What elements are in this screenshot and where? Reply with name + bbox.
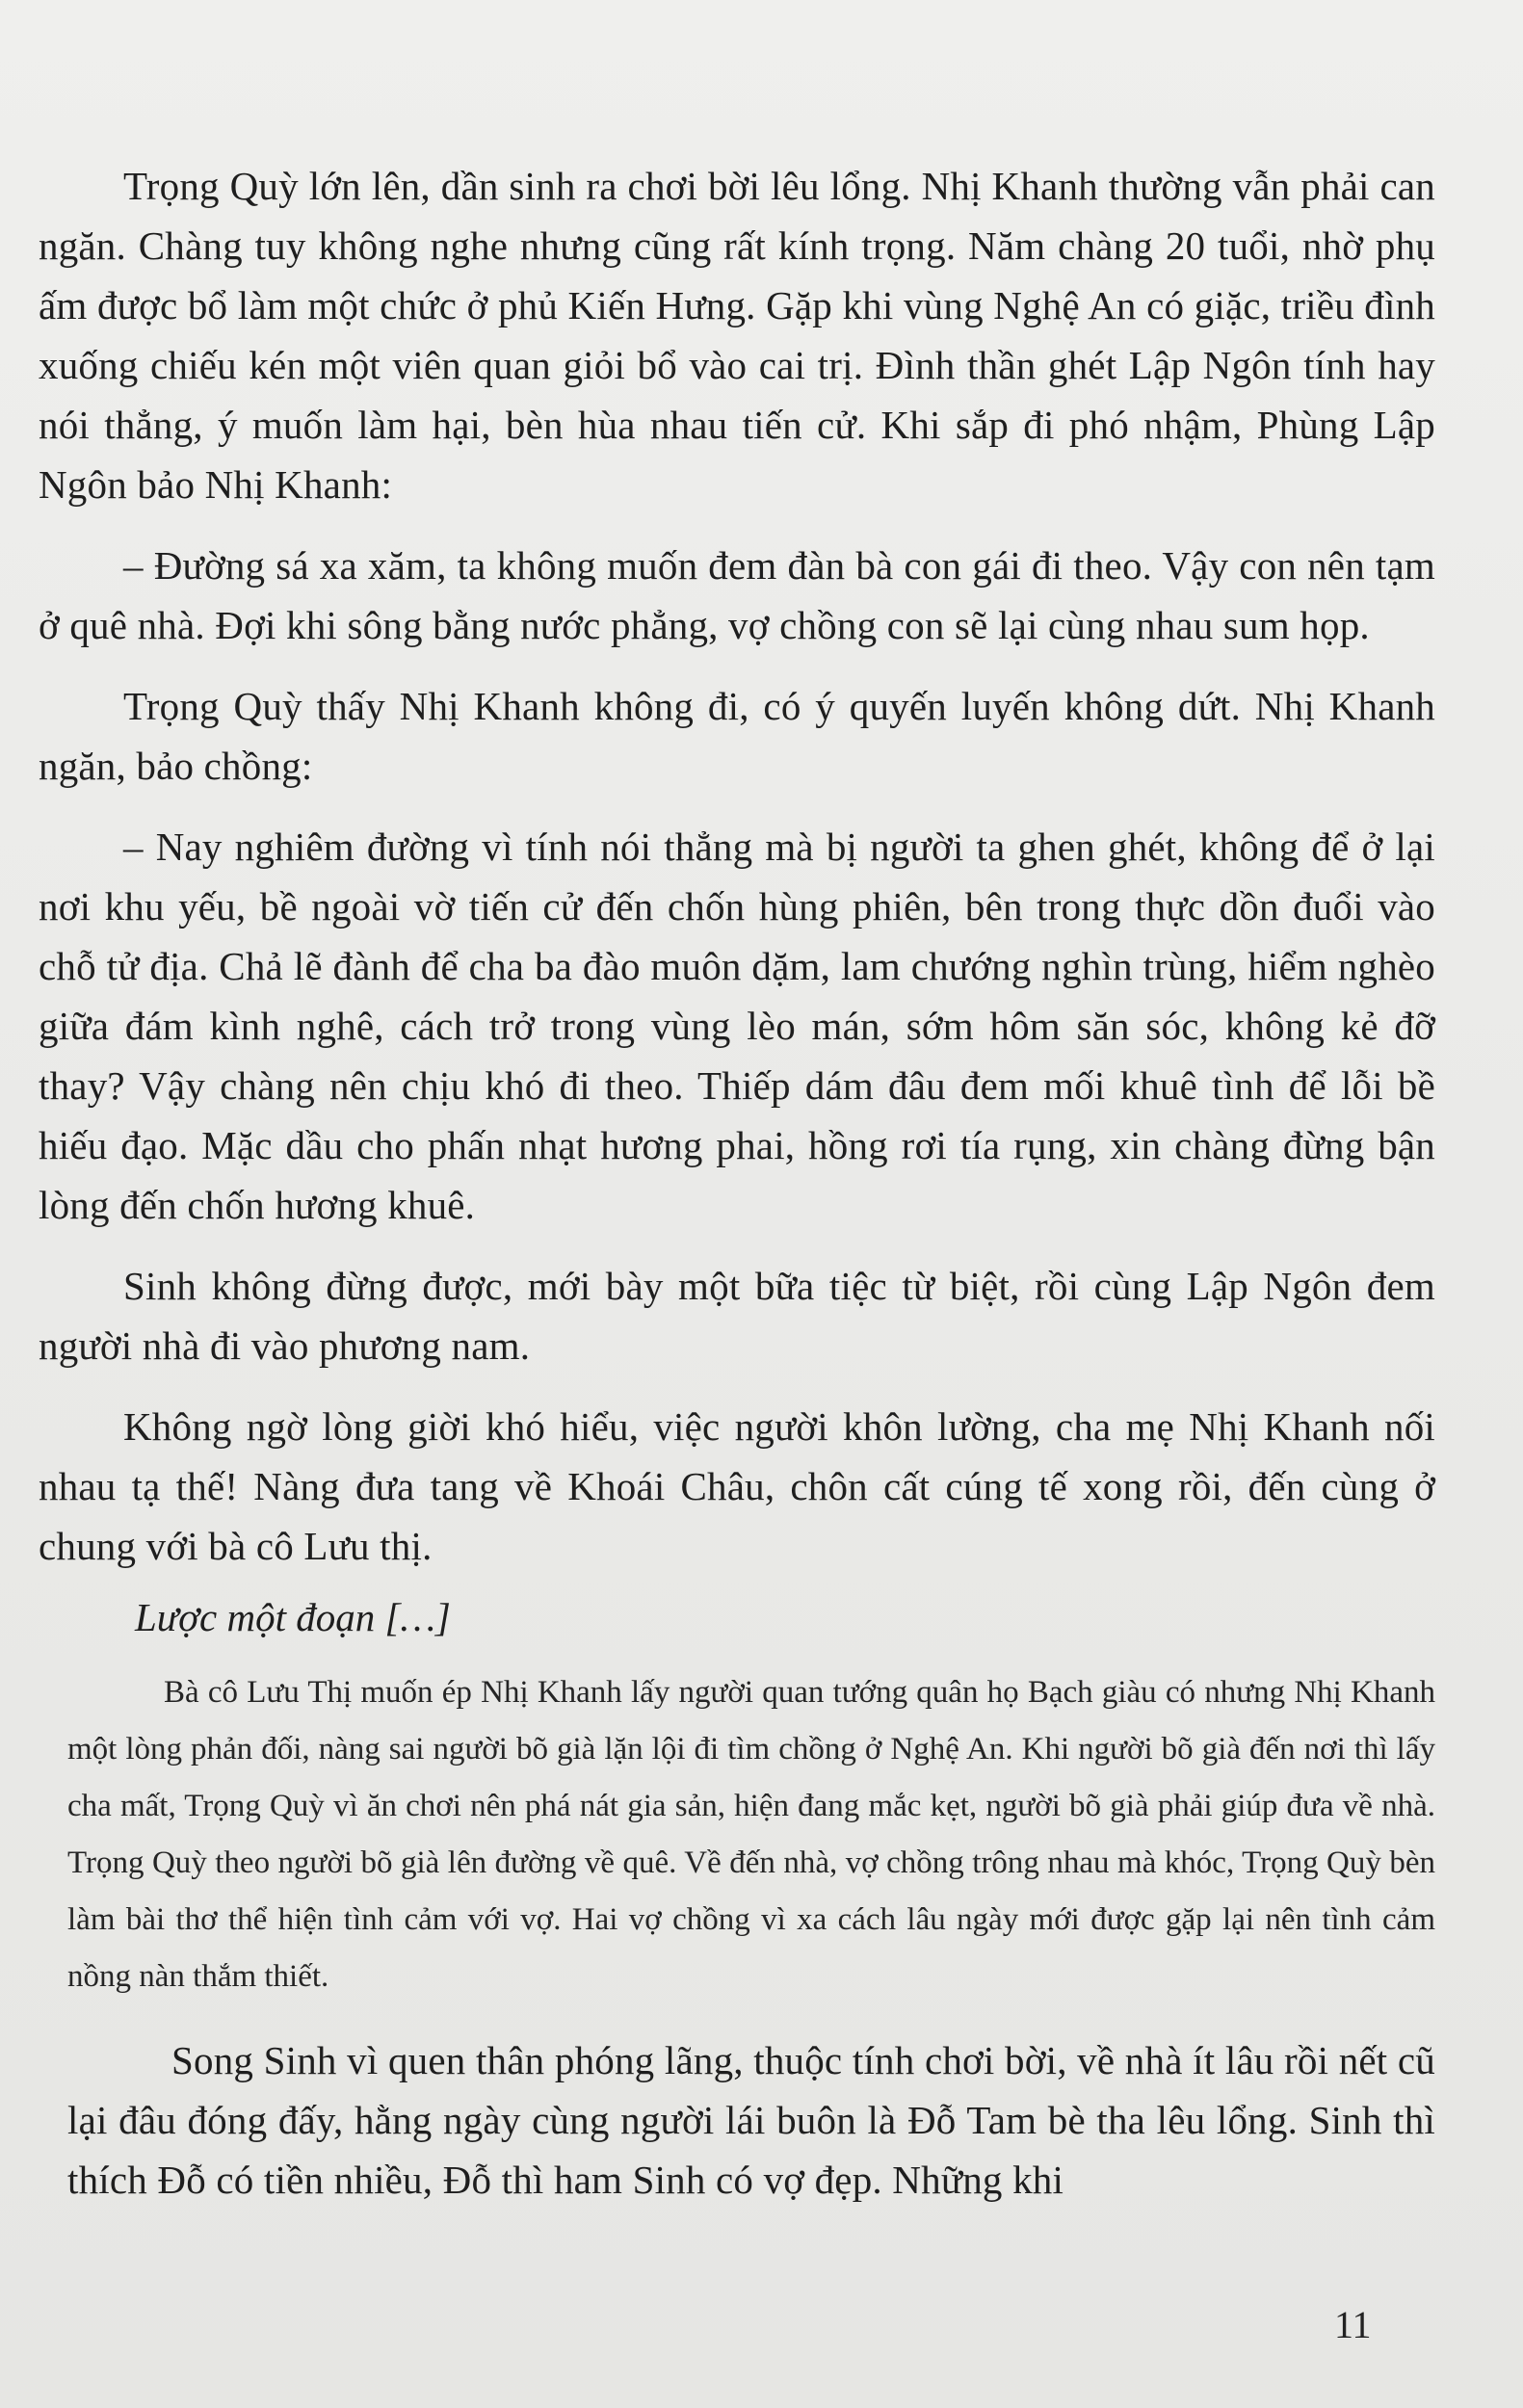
paragraph-1: Trọng Quỳ lớn lên, dần sinh ra chơi bời lêu lổng. Nhị Khanh thường vẫn phải can ngăn. Chàng tuy không nghe nhưng cũng rất kính trọng. Năm chàng 20 tuổi, nhờ phụ ấm được bổ làm một chức ở phủ Kiến Hưng. Gặp khi vùng Nghệ An có giặc, triều đình xuống chiếu kén một viên quan giỏi bổ vào cai trị. Đình thần ghét Lập Ngôn tính hay nói thẳng, ý muốn làm hại, bèn hùa nhau tiến cử. Khi sắp đi phó nhậm, Phùng Lập Ngôn bảo Nhị Khanh:	[39, 164, 1435, 507]
omission-heading: Lược một đoạn […]	[135, 1595, 451, 1639]
paragraph-6: Không ngờ lòng giời khó hiểu, việc người khôn lường, cha mẹ Nhị Khanh nối nhau tạ thế! Nàng đưa tang về Khoái Châu, chôn cất cúng tế xong rồi, đến cùng ở chung với bà cô Lưu thị.	[39, 1404, 1435, 1568]
closing-paragraph: Song Sinh vì quen thân phóng lãng, thuộc tính chơi bời, về nhà ít lâu rồi nết cũ lại đâu đóng đấy, hằng ngày cùng người lái buôn là Đỗ Tam bè tha lêu lổng. Sinh thì thích Đỗ có tiền nhiều, Đỗ thì ham Sinh có vợ đẹp. Những khi	[67, 2038, 1435, 2202]
paragraph-2-dialogue: – Đường sá xa xăm, ta không muốn đem đàn bà con gái đi theo. Vậy con nên tạm ở quê nhà. Đợi khi sông bằng nước phẳng, vợ chồng con sẽ lại cùng nhau sum họp.	[39, 543, 1435, 647]
paragraph-4-dialogue: – Nay nghiêm đường vì tính nói thẳng mà bị người ta ghen ghét, không để ở lại nơi khu yếu, bề ngoài vờ tiến cử đến chốn hùng phiên, bên trong thực dồn đuổi vào chỗ tử địa. Chả lẽ đành để cha ba đào muôn dặm, lam chướng nghìn trùng, hiểm nghèo giữa đám kình nghê, cách trở trong vùng lèo mán, sớm hôm săn sóc, không kẻ đỡ thay? Vậy chàng nên chịu khó đi theo. Thiếp dám đâu đem mối khuê tình để lỗi bề hiếu đạo. Mặc dầu cho phấn nhạt hương phai, hồng rơi tía rụng, xin chàng đừng bận lòng đến chốn hương khuê.	[39, 824, 1435, 1227]
page-number: 11	[1334, 2303, 1372, 2346]
paragraph-3: Trọng Quỳ thấy Nhị Khanh không đi, có ý quyến luyến không dứt. Nhị Khanh ngăn, bảo chồng:	[39, 684, 1435, 788]
paragraph-5: Sinh không đừng được, mới bày một bữa tiệc từ biệt, rồi cùng Lập Ngôn đem người nhà đi vào phương nam.	[39, 1264, 1435, 1368]
summary-paragraph: Bà cô Lưu Thị muốn ép Nhị Khanh lấy người quan tướng quân họ Bạch giàu có nhưng Nhị Khanh một lòng phản đối, nàng sai người bõ già lặn lội đi tìm chồng ở Nghệ An. Khi người bõ già đến nơi thì lấy cha mất, Trọng Quỳ vì ăn chơi nên phá nát gia sản, hiện đang mắc kẹt, người bõ già phải giúp đưa về nhà. Trọng Quỳ theo người bõ già lên đường về quê. Về đến nhà, vợ chồng trông nhau mà khóc, Trọng Quỳ bèn làm bài thơ thể hiện tình cảm với vợ. Hai vợ chồng vì xa cách lâu ngày mới được gặp lại nên tình cảm nồng nàn thắm thiết.	[67, 1675, 1435, 1994]
page-body	[39, 156, 1435, 2210]
